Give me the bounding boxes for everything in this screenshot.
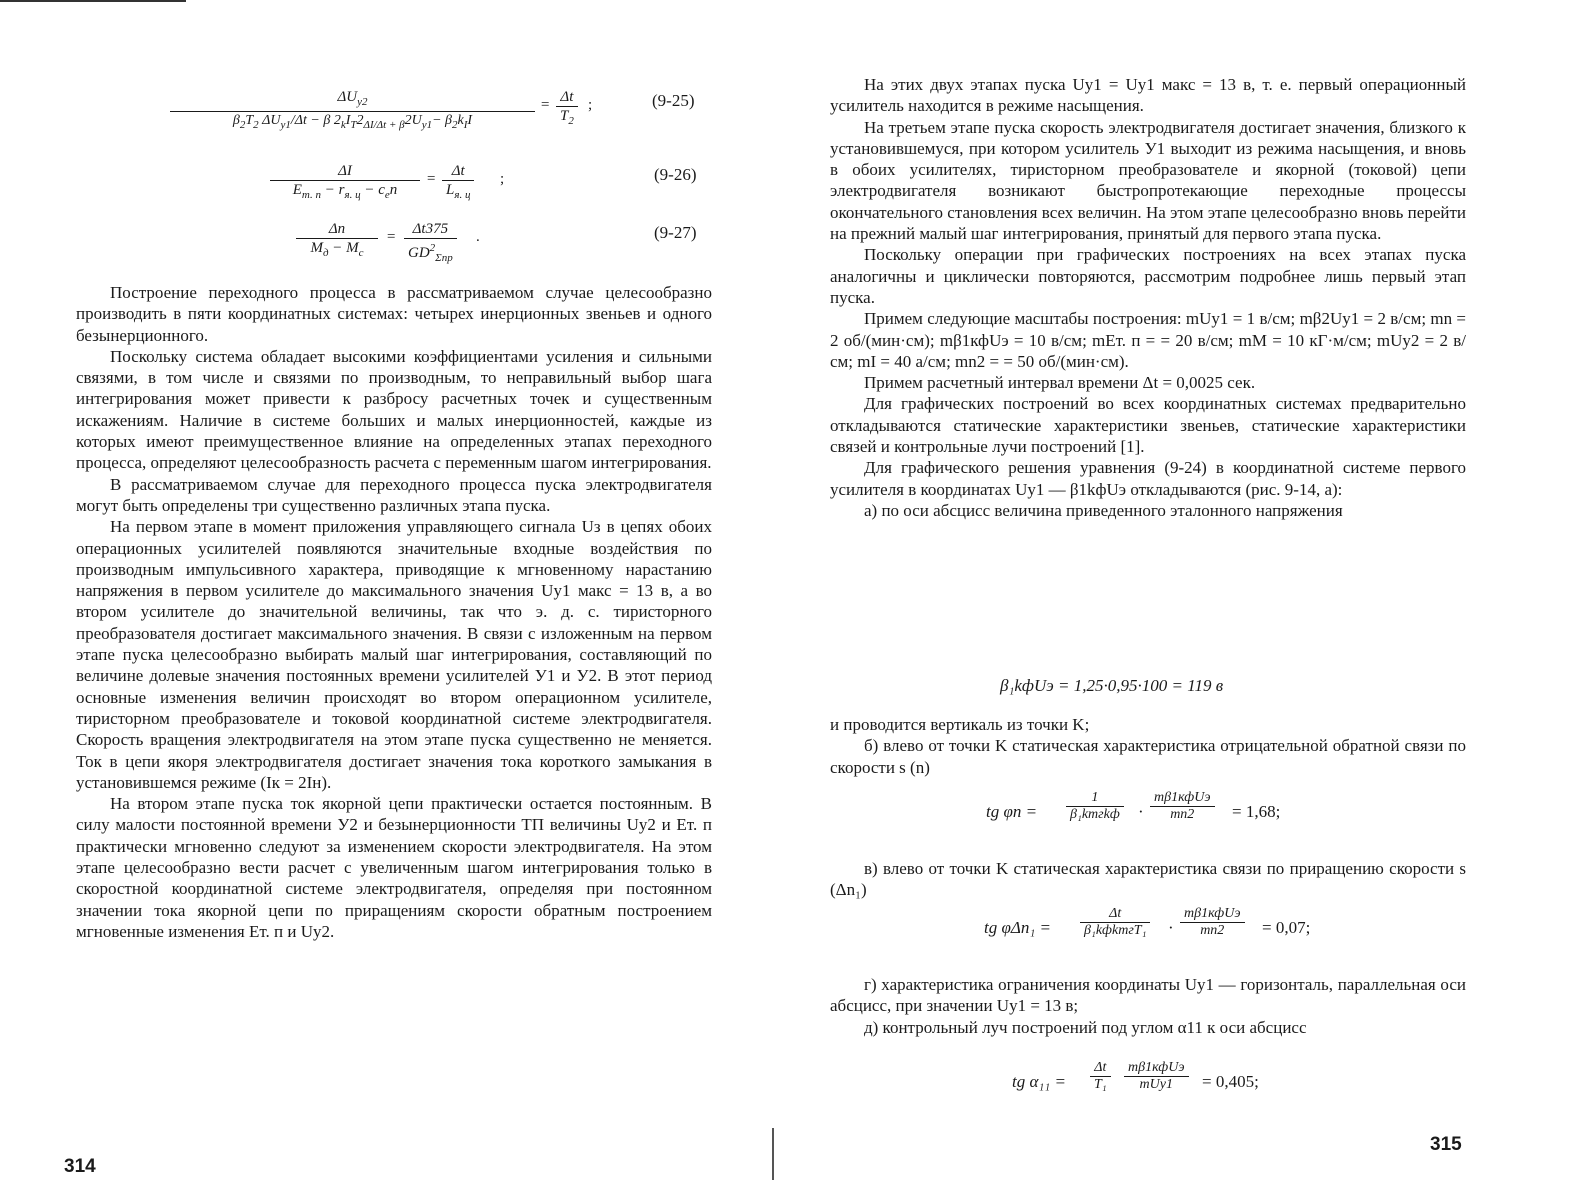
right-body-text-top <box>830 74 1466 521</box>
paragraph: Поскольку операции при графических построениях на всех этапах пуска аналогичны и циклически повторяются, рассмотрим подробнее лишь первый этап пуска. <box>830 245 1466 307</box>
equation-9-27: Δn $M_д - M_c$ = Δt375 $GD^2_{\Sigma пр}$ . (9-27) <box>296 220 730 268</box>
eq-9-25-num: ΔU <box>337 89 358 105</box>
paragraph: В рассматриваемом случае для переходного процесса пуска электродвигателя могут быть определены три существенно различных этапа пуска. <box>76 474 712 515</box>
equation-9-25: $\Delta U_{у2}$ $\beta_2T_2$ $\Delta U_{у1}/\Delta t - \beta$ $2_kI_T2_{\Delta I/\Delta t + \beta}2U_{у1}- \beta_2k_II$ = $\frac{\Delta t}{T_2}$ ; (9-25) <box>170 88 730 160</box>
paragraph: Построение переходного процесса в рассматриваемом случае целесообразно производить в пяти координатных системах: четырех инерционных звеньев и одного безынерционного. <box>76 283 712 345</box>
eq-9-25-num-sub: у2 <box>357 96 368 108</box>
paragraph: На втором этапе пуска ток якорной цепи практически остается постоянным. В силу малости постоянной времени У2 и безынерционности ТП величины Uу2 и Eт. п практически мгновенно следуют за изменением скорости электродвигателя. На этом этапе целесообразно вести расчет с увеличенным шагом интегрирования только в скоростной координатной системе электродвигателя, определяя при постоянном значении тока якорной цепи по приращениям скорости обратным построением мгновенные изменения Eт. п и Uу2. <box>76 794 712 941</box>
eq-9-25-den: $\beta_2T_2$ $\Delta U_{у1}/\Delta t - \beta$ $2_kI_T2_{\Delta I/\Delta t + \beta}2U_{у1}- \beta_2k_II$ <box>232 113 473 131</box>
paragraph: Поскольку система обладает высокими коэффициентами усиления и сильными связями, в том числе и связями по производным, то неправильный выбор шага интегрирования может привести к разбросу расчетных точек и существенным искажениям. Наличие в системе больших и малых инерционностей, каждые из которых имеют преимущественное влияние на определенных этапах переходного процесса, определяют целесообразность расчета с переменным шагом интегрирования. <box>76 346 712 473</box>
right-body-text-de <box>830 974 1466 1038</box>
eq-9-25-rhs: $\frac{\Delta t}{T_2}$ <box>556 88 578 130</box>
eq-9-25-lhs <box>170 88 535 134</box>
equation-9-26: ΔI $E_{т. п} - r_{я. ц} - c_en$ = Δt $L_{я. ц}$ ; (9-26) <box>270 162 730 210</box>
paragraph: Примем расчетный интервал времени Δt = 0,0025 сек. <box>864 373 1256 393</box>
left-body-text <box>76 282 712 942</box>
list-item-c: в) влево от точки K статическая характеристика связи по приращению скорости s (Δn₁) <box>830 859 1466 900</box>
eq-9-27-number: (9-27) <box>654 223 697 242</box>
paragraph: и проводится вертикаль из точки K; <box>830 715 1090 734</box>
paragraph: Примем следующие масштабы построения: mUу1 = 1 в/см; mβ2Uу1 = 2 в/см; mn = 2 об/(мин·см); mβ1кфUэ = 10 в/см; mEт. п = = 20 в/см; mM = 10 кГ·м/см; mUу2 = 2 в/см; mI = 40 а/см; mn2 = = 50 об/(мин·см). <box>830 309 1466 371</box>
formula-beta-k-u: β₁kфUэ = 1,25·0,95·100 = 119 в <box>1000 676 1224 695</box>
list-item-b: б) влево от точки K статическая характеристика отрицательной обратной связи по скорости s (n) <box>830 736 1466 777</box>
eq-9-25-number: (9-25) <box>652 91 695 110</box>
paragraph: Для графического решения уравнения (9-24) в координатной системе первого усилителя в координатах Uу1 — β1kфUэ откладываются (рис. 9-14, а): <box>830 458 1466 499</box>
right-body-text-mid <box>830 714 1466 778</box>
paragraph: На первом этапе в момент приложения управляющего сигнала Uз в цепях обоих операционных усилителей появляются значительные входные воздействия по производным импульсивного характера, приводящие к мгновенному нарастанию напряжения в первом усилителе до максимального значения Uу1 макс = 13 в, а во втором усилителе до значительной величины, так что э. д. с. тиристорного преобразователя достигает максимального значения. В связи с изложенным на первом этапе пуска целесообразно выбирать малый шаг интегрирования, составляющий по величине долевые значения постоянных времени усилителей У1 и У2. В этот период основные изменения величин происходят во втором операционном усилителе, тиристорном преобразователе и токовой координатной системе электродвигателя. Скорость вращения электродвигателя на этом этапе пуска существенно не меняется. Ток в цепи якоря электродвигателя достигает значения тока короткого замыкания в установившемся режиме (Iк = 2Iн). <box>76 517 712 792</box>
list-item-d: г) характеристика ограничения координаты Uу1 — горизонталь, параллельная оси абсцисс, при значении Uу1 = 13 в; <box>830 975 1466 1016</box>
paragraph: Для графических построений во всех координатных системах предварительно откладываются статические характеристики звеньев, статические характеристики связей и контрольные лучи построений [1]. <box>830 394 1466 457</box>
page-number-left: 314 <box>64 1156 96 1177</box>
left-page <box>0 0 780 1190</box>
list-item-e: д) контрольный луч построений под углом α11 к оси абсцисс <box>864 1017 1307 1037</box>
eq-9-26-number: (9-26) <box>654 165 697 184</box>
right-page: На этих двух этапах пуска Uу1 = Uу1 макс = 13 в, т. е. первый операционный усилитель находится в режиме насыщения. На третьем этапе пуска скорость электродвигателя достигает значения, близкого к установившемуся, при котором усилитель У1 выходит из режима насыщения, и вновь в обоих усилителях, тиристорном преобразователе и якорной (токовой) цепи электродвигателя возникают быстропротекающие переходные процессы окончательного становления всех величин. На этом этапе целесообразно вновь перейти на прежний малый шаг интегрирования, принятый для первого этапа пуска. Поскольку операции при графических построениях на всех этапах пуска аналогичны и циклически повторяются, рассмотрим подробнее лишь первый этап пуска. Примем следующие масштабы построения: mUу1 = 1 в/см; mβ2Uу1 = 2 в/см; mn = 2 об/(мин·см); mβ1кфUэ = 10 в/см; mEт. п = = 20 в/см; mM = 10 кГ·м/см; mUу2 = 2 в/см; mI = 40 а/см; mn2 = = 50 об/(мин·см). Примем расчетный интервал времени Δt = 0,0025 сек. Для графических построений во всех координатных системах предварительно откладываются статические характеристики звеньев, статические характеристики связей и контрольные лучи построений [1]. Для графического решения уравнения (9-24) в координатной системе первого усилителя в координатах Uу1 — β1kфUэ откладываются (рис. 9-14, а): а) по оси абсцисс величина приведенного эталонного напряжения β₁kфUэ = 1,25·0,95·100 = 119 в и проводится вертикаль из точки K; б) влево от точки K статическая характеристика отрицательной обратной связи по скорости s (n) tg φn = 1 β₁kтгkф · mβ1кфUэ mn2 = 1,68; в) влево от точки K статическая характеристика связи по приращению скорости s (Δn₁) tg φΔn₁ = Δt β₁kфkтгT₁ · mβ1кфUэ mn2 = 0,07; г) характеристика ограничения координаты Uу1 — горизонталь, параллельная оси абсцисс, при значении Uу1 = 13 в; д) контрольный луч построений под углом α11 к оси абсцисс tg α₁₁ = $\frac{\Delta t}{\text{T₁}}$ mβ1кфUэ mUу1 = 0,405; 315 <box>830 75 1466 1155</box>
list-item-a: а) по оси абсцисс величина приведенного эталонного напряжения <box>864 500 1343 520</box>
right-body-text-c <box>830 858 1466 901</box>
paragraph: На этих двух этапах пуска Uу1 = Uу1 макс = 13 в, т. е. первый операционный усилитель находится в режиме насыщения. <box>830 75 1466 116</box>
page-number-right: 315 <box>1430 1134 1462 1155</box>
paragraph: На третьем этапе пуска скорость электродвигателя достигает значения, близкого к установившемуся, при котором усилитель У1 выходит из режима насыщения, и вновь в обоих усилителях, тиристорном преобразователе и якорной (токовой) цепи электродвигателя возникают быстропротекающие переходные процессы окончательного становления всех величин. На этом этапе целесообразно вновь перейти на прежний малый шаг интегрирования, принятый для первого этапа пуска. <box>830 117 1466 244</box>
